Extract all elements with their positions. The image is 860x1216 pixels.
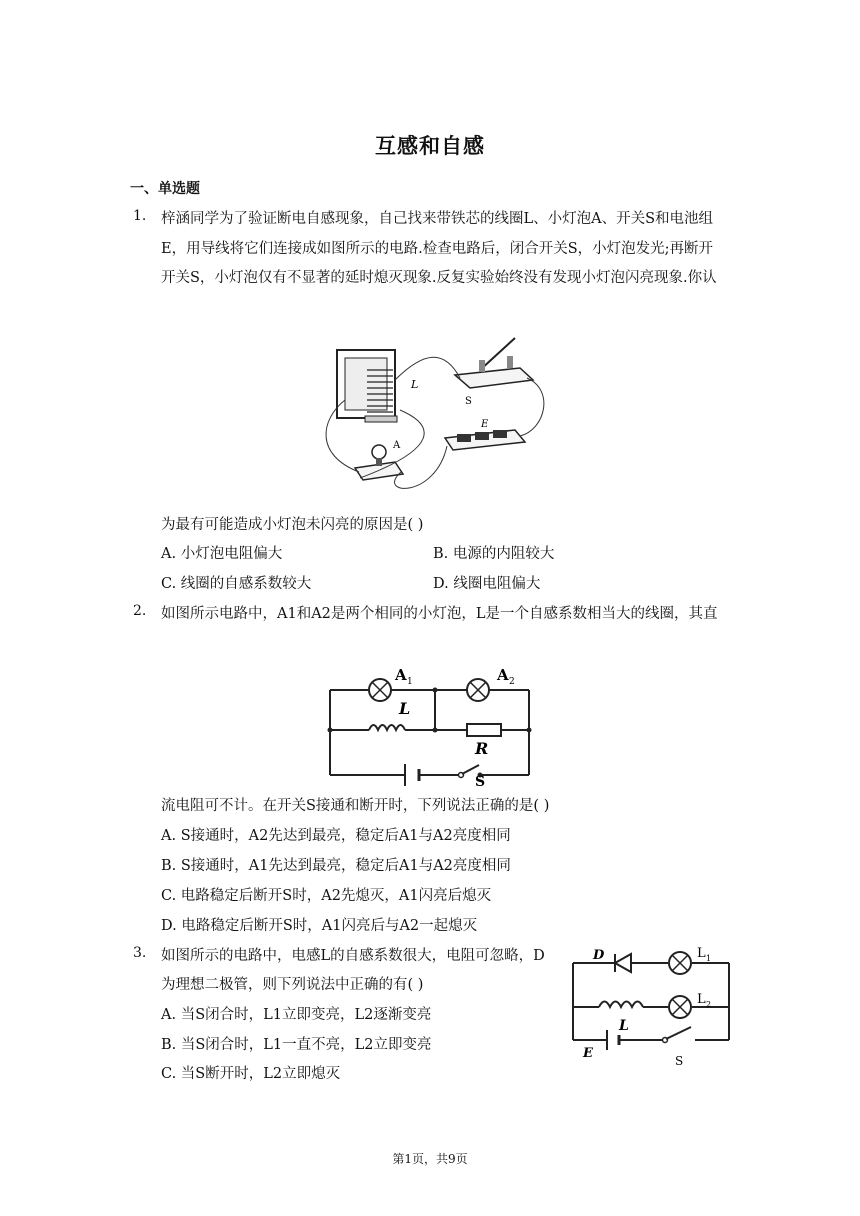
- lamp: [372, 445, 386, 459]
- page-footer: 第1页，共9页: [392, 1152, 468, 1166]
- question-text-line: 流电阻可不计。在开关S接通和断开时，下列说法正确的是( ): [161, 798, 550, 814]
- label-A2-sub: 2: [509, 677, 515, 687]
- option-a[interactable]: A. S接通时，A2先达到最亮，稳定后A1与A2亮度相同: [161, 828, 511, 844]
- question-text-line: 如图所示电路中，A1和A2是两个相同的小灯泡，L是一个自感系数相当大的线圈，其直: [161, 606, 718, 622]
- inductor-L: [369, 725, 405, 730]
- label-L2-sub: 2: [706, 1000, 712, 1009]
- option-c[interactable]: C. 电路稳定后断开S时，A2先熄灭，A1闪亮后熄灭: [161, 888, 492, 904]
- label-R: R: [475, 739, 489, 758]
- option-d[interactable]: D. 线圈电阻偏大: [433, 576, 541, 592]
- label-D: D: [593, 948, 605, 963]
- question-text-line: E，用导线将它们连接成如图所示的电路.检查电路后，闭合开关S，小灯泡发光;再断开: [161, 241, 714, 257]
- section-heading: 一、单选题: [130, 181, 200, 197]
- lamp-l2: [669, 996, 691, 1018]
- q2-circuit-figure: [325, 660, 535, 790]
- label-L1-sub: 1: [706, 954, 712, 963]
- question-text-line: 开关S，小灯泡仅有不显著的延时熄灭现象.反复实验始终没有发现小灯泡闪亮现象.你认: [161, 270, 717, 286]
- label-L: L: [399, 699, 411, 718]
- question-text-line: 为理想二极管，则下列说法中正确的有( ): [161, 977, 424, 993]
- lamp-a2: [467, 679, 489, 701]
- lamp-l1: [669, 952, 691, 974]
- question-text-line: 为最有可能造成小灯泡未闪亮的原因是( ): [161, 517, 424, 533]
- label-E: E: [481, 419, 489, 430]
- label-L: L: [619, 1018, 629, 1034]
- inductor-L: [599, 1002, 643, 1008]
- switch-S: [666, 1027, 691, 1039]
- question-number: 1.: [133, 208, 147, 224]
- q1-apparatus-figure: [315, 330, 555, 500]
- label-E: E: [583, 1046, 593, 1061]
- resistor-R: [467, 724, 501, 736]
- question-text-line: 梓涵同学为了验证断电自感现象，自己找来带铁芯的线圈L、小灯泡A、开关S和电池组: [161, 211, 714, 227]
- option-a[interactable]: A. 小灯泡电阻偏大: [161, 546, 283, 562]
- question-number: 3.: [133, 945, 147, 961]
- option-b[interactable]: B. 电源的内阻较大: [433, 546, 555, 562]
- label-A1-sub: 1: [407, 677, 413, 687]
- label-A: A: [393, 440, 401, 451]
- q3-circuit-figure: [565, 945, 740, 1075]
- label-L: L: [411, 378, 419, 391]
- option-c[interactable]: C. 当S断开时，L2立即熄灭: [161, 1066, 341, 1082]
- label-L2: L: [697, 992, 706, 1007]
- option-b[interactable]: B. 当S闭合时，L1一直不亮，L2立即变亮: [161, 1037, 432, 1053]
- option-b[interactable]: B. S接通时，A1先达到最亮，稳定后A1与A2亮度相同: [161, 858, 511, 874]
- label-L1: L: [697, 946, 706, 961]
- label-S: S: [675, 1054, 684, 1068]
- label-A2: A: [497, 666, 509, 684]
- option-c[interactable]: C. 线圈的自感系数较大: [161, 576, 312, 592]
- switch-S: [462, 765, 479, 774]
- diode-D: [615, 954, 631, 972]
- label-S: S: [465, 396, 472, 407]
- question-number: 2.: [133, 603, 147, 619]
- option-a[interactable]: A. 当S闭合时，L1立即变亮，L2逐渐变亮: [161, 1007, 432, 1023]
- label-S: S: [475, 774, 486, 790]
- label-A1: A: [395, 666, 407, 684]
- lamp-a1: [369, 679, 391, 701]
- question-text-line: 如图所示的电路中，电感L的自感系数很大，电阻可忽略，D: [161, 948, 545, 964]
- page-title: 互感和自感: [375, 133, 485, 158]
- option-d[interactable]: D. 电路稳定后断开S时，A1闪亮后与A2一起熄灭: [161, 918, 478, 934]
- switch: [455, 368, 533, 388]
